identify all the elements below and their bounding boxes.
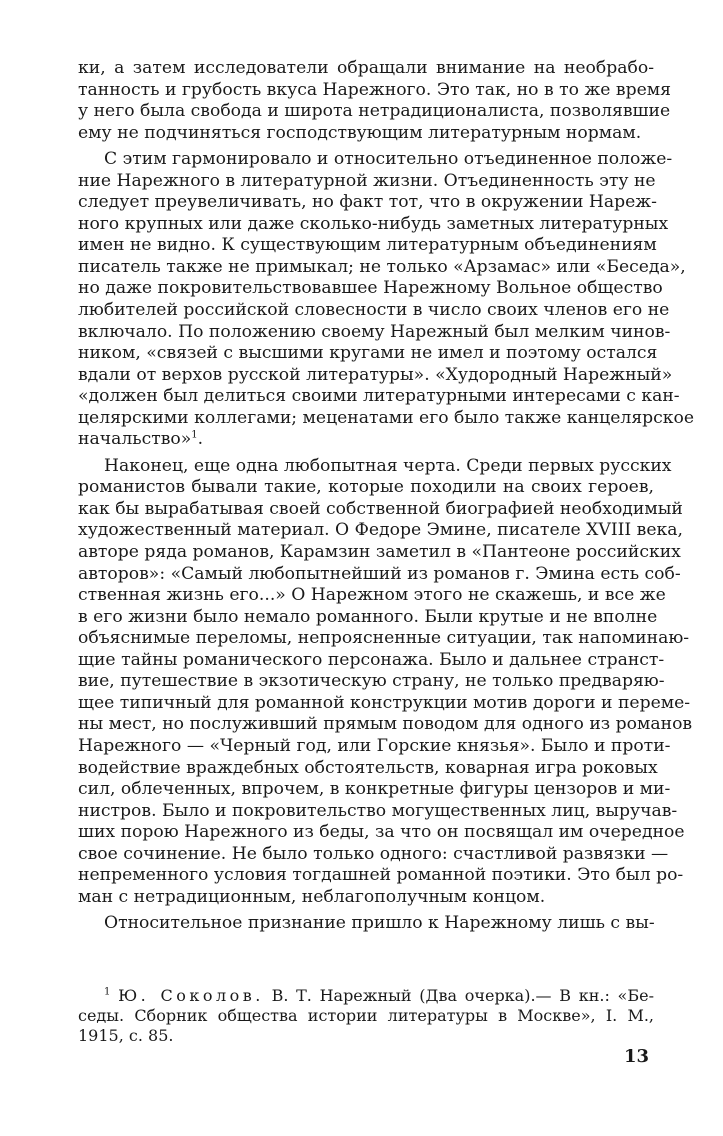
text-line: художественный материал. О Федоре Эмине, писателе XVIII века, xyxy=(78,520,683,541)
text-line: ником, «связей с высшими кругами не имел и поэтому остался xyxy=(78,343,658,364)
text-line: танность и грубость вкуса Нарежного. Это так, но в то же время xyxy=(78,79,671,100)
text-line: свое сочинение. Не было только одного: счастливой развязки — xyxy=(78,843,669,864)
footnote xyxy=(78,986,654,1046)
main-text xyxy=(78,58,695,935)
text-line: романистов бывали такие, которые походили на своих героев, xyxy=(78,477,654,498)
paragraph xyxy=(78,58,671,144)
text-line: писатель также не примыкал; не только «Арзамас» или «Беседа», xyxy=(78,256,686,277)
text-line: авторе ряда романов, Карамзин заметил в «Пантеоне российских xyxy=(78,542,681,563)
footnote-author: Ю. Соколов. xyxy=(118,986,264,1005)
text-line: целярскими коллегами; меценатами его было также канцелярское xyxy=(78,407,695,428)
text-line: водействие враждебных обстоятельств, коварная игра роковых xyxy=(78,757,658,778)
text-line: ки, а затем исследователи обращали внимание на необрабо- xyxy=(78,58,654,78)
text-line: ему не подчиняться господствующим литературным нормам. xyxy=(78,122,642,143)
text-line: ны мест, но послуживший прямым поводом для одного из романов xyxy=(78,714,693,735)
text-line: Наконец, еще одна любопытная черта. Среди первых русских xyxy=(104,455,672,476)
text-line: в его жизни было немало романного. Были крутые и не вполне xyxy=(78,606,658,627)
text-line: ственная жизнь его...» О Нарежном этого не скажешь, и все же xyxy=(78,585,666,606)
text-line-content: начальство» xyxy=(78,429,192,450)
text-line: ших порою Нарежного из беды, за что он посвящал им очередное xyxy=(78,822,685,843)
text-line: но даже покровительствовавшее Нарежному Вольное общество xyxy=(78,278,663,299)
footnote-line: 1915, с. 85. xyxy=(78,1026,174,1045)
text-line: щие тайны романического персонажа. Было и дальнее странст- xyxy=(78,649,665,670)
text-line: ного крупных или даже сколько-нибудь заметных литературных xyxy=(78,213,669,234)
page-number: 13 xyxy=(624,1046,650,1067)
text-line: нистров. Было и покровительство могущественных лиц, выручав- xyxy=(78,800,678,821)
paragraph xyxy=(78,455,693,908)
footnote-mark: 1 xyxy=(104,986,111,998)
text-line: начальство»$^1$. xyxy=(78,429,204,450)
text-line: Нарежного — «Черный год, или Горские князья». Было и проти- xyxy=(78,735,671,756)
text-line: как бы вырабатывая своей собственной биографией необходимый xyxy=(78,498,683,519)
text-line: щее типичный для романной конструкции мотив дороги и переме- xyxy=(78,692,691,713)
footnote-reference: 1 xyxy=(191,429,198,441)
footnote-citation: В. Т. Нарежный (Два очерка).— В кн.: «Бе- xyxy=(271,986,654,1005)
text-line: имен не видно. К существующим литературным объединениям xyxy=(78,235,657,256)
text-line: «должен был делиться своими литературными интересами с кан- xyxy=(78,386,680,407)
text-line: непременного условия тогдашней романной поэтики. Это был ро- xyxy=(78,865,684,886)
text-line: Относительное признание пришло к Нарежному лишь с вы- xyxy=(104,913,655,934)
text-line: ман с нетрадиционным, неблагополучным концом. xyxy=(78,886,546,907)
footnote-line xyxy=(78,986,654,1006)
text-line: вие, путешествие в экзотическую страну, не только предваряю- xyxy=(78,671,665,692)
footnote-line: седы. Сборник общества истории литературы в Москве», I. М., xyxy=(78,1006,654,1025)
text-line: включало. По положению своему Нарежный был мелким чинов- xyxy=(78,321,671,342)
text-line: любителей российской словесности в число своих членов его не xyxy=(78,300,670,321)
text-line: вдали от верхов русской литературы». «Худородный Нарежный» xyxy=(78,364,673,385)
text-line: авторов»: «Самый любопытнейший из романов г. Эмина есть соб- xyxy=(78,563,681,584)
text-line: ние Нарежного в литературной жизни. Отъединенность эту не xyxy=(78,170,656,191)
text-line: С этим гармонировало и относительно отъединенное положе- xyxy=(104,149,673,170)
text-line: сил, облеченных, впрочем, в конкретные фигуры цензоров и ми- xyxy=(78,779,671,800)
text-line: следует преувеличивать, но факт тот, что в окружении Нареж- xyxy=(78,192,657,213)
text-line: у него была свобода и широта нетрадиционалиста, позволявшие xyxy=(78,101,671,122)
paragraph xyxy=(78,913,654,935)
paragraph xyxy=(78,149,695,451)
text-line: объяснимые переломы, непроясненные ситуации, так напоминаю- xyxy=(78,628,690,649)
